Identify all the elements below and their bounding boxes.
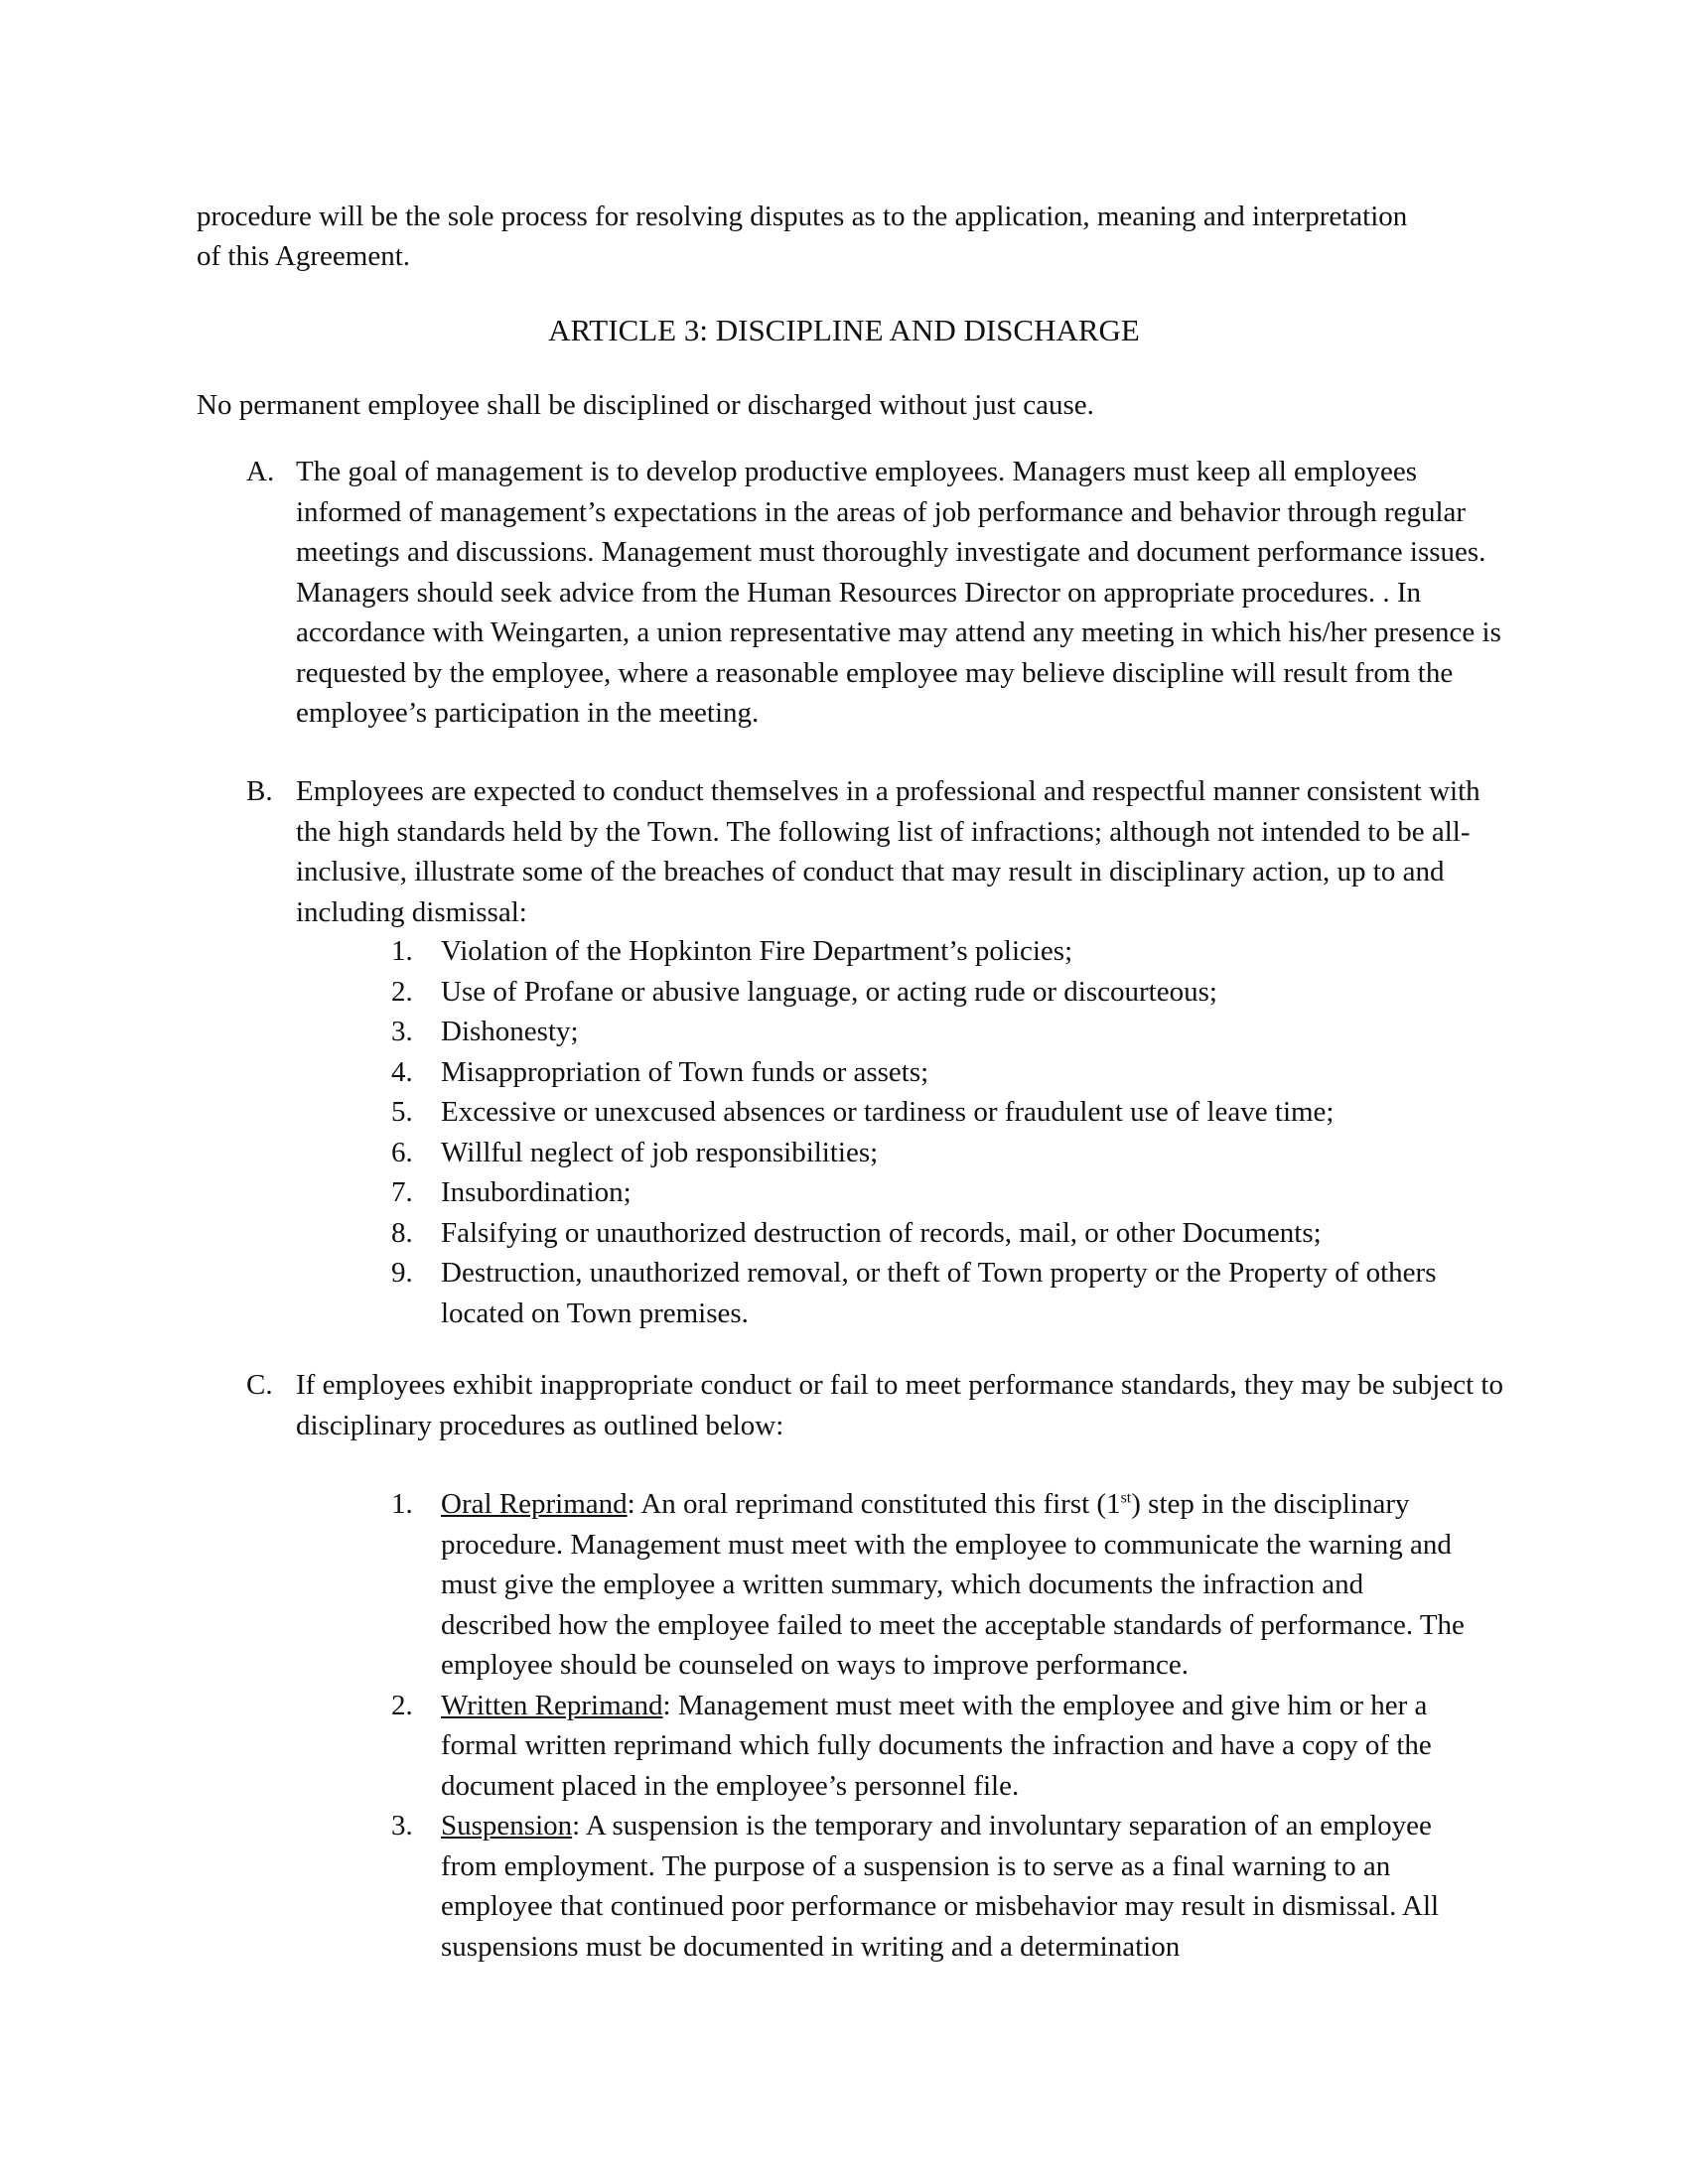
list-item-text: Misappropriation of Town funds or assets; [441, 1055, 929, 1088]
list-item-number: 5. [391, 1096, 413, 1128]
list-item-number: 3. [391, 1810, 413, 1842]
list-item-text: Destruction, unauthorized removal, or theft of Town property or the Property of others located on Town premises. [441, 1257, 1437, 1329]
list-item-number: 7. [391, 1176, 413, 1208]
list-item-number: 1. [391, 1488, 413, 1520]
list-item [391, 1686, 1474, 1807]
ordinal-superscript: st [1120, 1489, 1132, 1507]
list-item [391, 1172, 1474, 1213]
list-item-number: 2. [391, 975, 413, 1008]
section-a [246, 452, 1517, 734]
section-c-label: C. [246, 1369, 273, 1401]
list-item-text: Willful neglect of job responsibilities; [441, 1136, 879, 1168]
list-item-number: 4. [391, 1055, 413, 1088]
disciplinary-steps-list [391, 1484, 1474, 1967]
list-item-number: 6. [391, 1136, 413, 1168]
list-item-number: 9. [391, 1257, 413, 1289]
section-c [246, 1365, 1517, 1445]
section-c-text: If employees exhibit inappropriate conduct or fail to meet performance standards, they may be subject to disciplinary procedures as outlined below: [296, 1369, 1503, 1441]
intro-line-2: of this Agreement. [197, 240, 411, 272]
list-item [391, 1052, 1474, 1093]
step-text: : A suspension is the temporary and involuntary separation of an employee from employment. The purpose of a suspension is to serve as a final warning to an employee that continued poor performance or misbehavior may result in dismissal. All suspensions must be documented in writing and a determination [441, 1810, 1440, 1963]
list-item [391, 1253, 1474, 1333]
list-item [391, 1133, 1474, 1173]
step-term: Suspension [441, 1810, 573, 1842]
list-item [391, 1213, 1474, 1254]
list-item-text: Insubordination; [441, 1176, 632, 1208]
list-item-text: Falsifying or unauthorized destruction of records, mail, or other Documents; [441, 1216, 1322, 1249]
article-title: ARTICLE 3: DISCIPLINE AND DISCHARGE [548, 313, 1140, 347]
section-a-label: A. [246, 456, 275, 487]
infraction-list [391, 931, 1474, 1333]
section-a-text: The goal of management is to develop productive employees. Managers must keep all employees informed of management’s expectations in the areas of job performance and behavior through regular meetings and discussions. Management must thoroughly investigate and document performance issues. Managers should seek advice from the Human Resources Director on appropriate procedures. . In accordance with Weingarten, a union representative may attend any meeting in which his/her presence is requested by the employee, where a reasonable employee may believe discipline will result from the employee’s participation in the meeting. [296, 456, 1501, 729]
list-item-text: Violation of the Hopkinton Fire Department’s policies; [441, 935, 1073, 967]
list-item-text: Excessive or unexcused absences or tardiness or fraudulent use of leave time; [441, 1096, 1335, 1128]
list-item [391, 1806, 1474, 1967]
step-term: Oral Reprimand [441, 1488, 628, 1520]
list-item [391, 1484, 1474, 1686]
list-item-text: Use of Profane or abusive language, or acting rude or discourteous; [441, 975, 1217, 1008]
list-item [391, 931, 1474, 972]
list-item-text: Dishonesty; [441, 1016, 579, 1047]
list-item-number: 1. [391, 935, 413, 967]
list-item-number: 2. [391, 1689, 413, 1721]
step-text: : Management must meet with the employee and give him or her a formal written reprimand which fully documents the infraction and have a copy of the document placed in the employee’s personnel file. [441, 1689, 1432, 1802]
list-item [391, 1092, 1474, 1133]
list-item [391, 1012, 1474, 1052]
article-lead: No permanent employee shall be disciplined or discharged without just cause. [197, 389, 1094, 421]
section-b-text: Employees are expected to conduct themselves in a professional and respectful manner consistent with the high standards held by the Town. The following list of infractions; although not intended to be all-inclusive, illustrate some of the breaches of conduct that may result in disciplinary action, up to and including dismissal: [296, 775, 1480, 928]
section-b-label: B. [246, 775, 273, 807]
list-item-number: 3. [391, 1016, 413, 1047]
list-item-number: 8. [391, 1216, 413, 1249]
section-b [246, 771, 1517, 932]
step-text-post: ) step in the disciplinary procedure. Management must meet with the employee to communicate the warning and must give the employee a written summary, which documents the infraction and described how the employee failed to meet the acceptable standards of performance. The employee should be counseled on ways to improve performance. [441, 1488, 1465, 1681]
list-item [391, 972, 1474, 1013]
step-term: Written Reprimand [441, 1689, 663, 1721]
step-text-pre: : An oral reprimand constituted this first (1 [627, 1488, 1121, 1520]
intro-line-1: procedure will be the sole process for resolving disputes as to the application, meaning and interpretation [197, 201, 1408, 232]
